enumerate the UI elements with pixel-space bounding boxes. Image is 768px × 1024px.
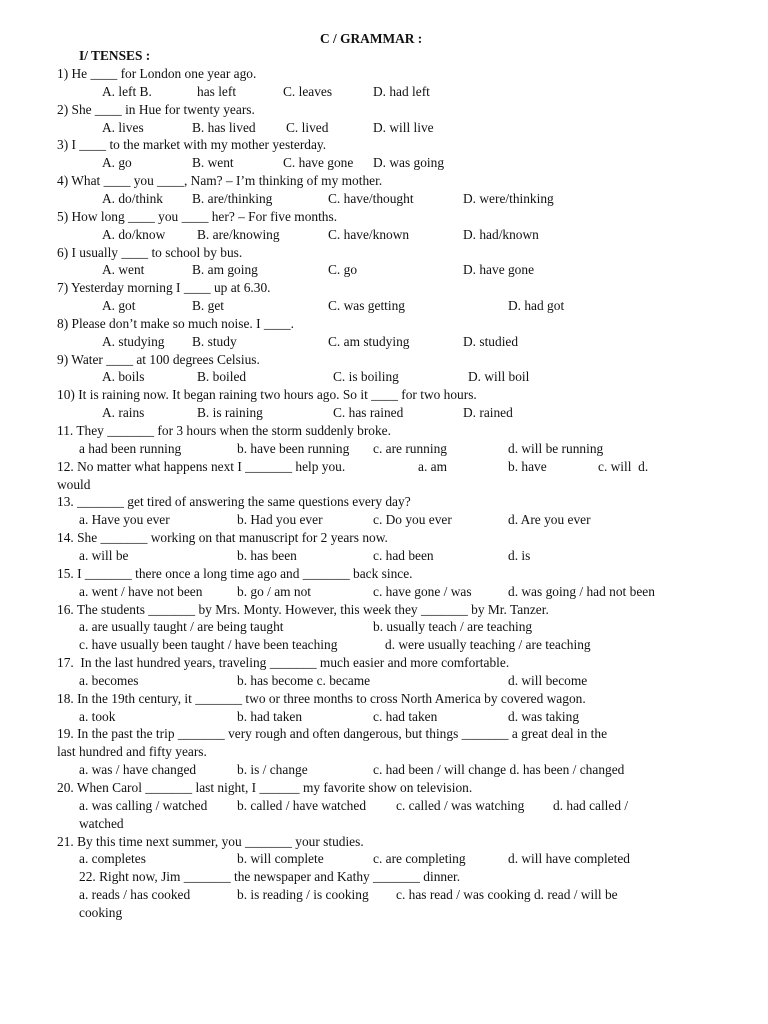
text-line: would (57, 476, 91, 492)
text-line: a had been running (79, 440, 182, 456)
answer-option: D. will boil (468, 369, 530, 385)
answer-option: b. Had you ever (237, 512, 323, 528)
answer-option: B. are/thinking (192, 190, 273, 206)
answer-option: c. will d. (598, 458, 649, 474)
text-line: A. lives (102, 119, 144, 135)
text-line: A. studying (102, 333, 165, 349)
text-line: 18. In the 19th century, it _______ two or three months to cross North America by covered wagon. (57, 690, 586, 706)
text-line: a. are usually taught / are being taught (79, 619, 284, 635)
answer-option: d. will be running (508, 440, 604, 456)
text-line: last hundred and fifty years. (57, 744, 207, 760)
answer-option: d. will have completed (508, 851, 630, 867)
answer-option: B. study (192, 333, 237, 349)
text-line: 17. In the last hundred years, traveling _______ much easier and more comfortable. (57, 655, 510, 671)
answer-option: d. had called / (553, 797, 629, 813)
answer-option: C. have/thought (328, 190, 414, 206)
answer-option: C. was getting (328, 298, 405, 314)
text-line: A. went (102, 262, 145, 278)
text-line: A. left B. (102, 83, 152, 99)
answer-option: d. was taking (508, 708, 580, 724)
answer-option: D. have gone (463, 262, 535, 278)
answer-option: B. are/knowing (197, 226, 280, 242)
answer-option: c. called / was watching (396, 797, 525, 813)
answer-option: b. is / change (237, 762, 308, 778)
text-line: watched (79, 815, 124, 831)
answer-option: b. is reading / is cooking (237, 887, 369, 903)
answer-option: c. had been / will change d. has been / changed (373, 762, 625, 778)
answer-option: C. has rained (333, 405, 404, 421)
answer-option: C. have/known (328, 226, 410, 242)
answer-option: C. is boiling (333, 369, 399, 385)
section-heading: I/ TENSES : (79, 48, 151, 63)
answer-option: C. go (328, 262, 358, 278)
text-line: a. becomes (79, 672, 139, 688)
answer-option: C. am studying (328, 333, 410, 349)
text-line: 3) I ____ to the market with my mother yesterday. (57, 137, 327, 153)
answer-option: C. lived (286, 119, 329, 135)
text-line: A. do/know (102, 226, 166, 242)
text-line: a. went / have not been (79, 583, 203, 599)
answer-option: b. will complete (237, 851, 324, 867)
answer-option: D. were/thinking (463, 190, 554, 206)
answer-option: b. called / have watched (237, 797, 367, 813)
text-line: 19. In the past the trip _______ very rough and often dangerous, but things _______ a great deal in the (57, 726, 608, 742)
page-title: C / GRAMMAR : (320, 31, 423, 46)
text-line: 4) What ____ you ____, Nam? – I’m thinking of my mother. (57, 173, 383, 189)
text-line: c. have usually been taught / have been teaching (79, 637, 338, 653)
answer-option: d. will become (508, 672, 588, 688)
answer-option: C. leaves (283, 83, 333, 99)
answer-option: D. had/known (463, 226, 539, 242)
answer-option: B. am going (192, 262, 258, 278)
text-line: a. took (79, 708, 116, 724)
answer-option: b. go / am not (237, 583, 312, 599)
answer-option: c. has read / was cooking d. read / will be (396, 887, 618, 903)
text-line: a. will be (79, 547, 129, 563)
text-line: a. was / have changed (79, 762, 197, 778)
text-line: 6) I usually ____ to school by bus. (57, 244, 243, 260)
text-line: 10) It is raining now. It began raining two hours ago. So it ____ for two hours. (57, 387, 477, 403)
answer-option: B. boiled (197, 369, 247, 385)
text-line: 7) Yesterday morning I ____ up at 6.30. (57, 280, 271, 296)
answer-option: b. had taken (237, 708, 303, 724)
answer-option: B. has lived (192, 119, 256, 135)
text-line: 22. Right now, Jim _______ the newspaper and Kathy _______ dinner. (79, 869, 461, 885)
text-line: A. got (102, 298, 136, 314)
answer-option: d. was going / had not been (508, 583, 655, 599)
answer-option: a. am (418, 458, 447, 474)
answer-option: D. had left (373, 83, 430, 99)
text-line: A. boils (102, 369, 145, 385)
text-line: a. Have you ever (79, 512, 170, 528)
text-line: 12. No matter what happens next I _______ help you. (57, 458, 346, 474)
answer-option: C. have gone (283, 155, 354, 171)
answer-option: b. has become c. became (237, 672, 371, 688)
text-line: 21. By this time next summer, you _______ your studies. (57, 833, 364, 849)
text-line: 9) Water ____ at 100 degrees Celsius. (57, 351, 260, 367)
answer-option: b. have been running (237, 440, 350, 456)
text-line: cooking (79, 904, 123, 920)
text-line: 1) He ____ for London one year ago. (57, 66, 257, 81)
answer-option: c. have gone / was (373, 583, 472, 599)
text-line: A. rains (102, 405, 145, 421)
answer-option: D. had got (508, 298, 565, 314)
answer-option: B. get (192, 298, 224, 314)
answer-option: c. had taken (373, 708, 438, 724)
answer-option: b. has been (237, 547, 297, 563)
answer-option: has left (197, 83, 237, 99)
text-line: 15. I _______ there once a long time ago and _______ back since. (57, 565, 413, 581)
answer-option: D. was going (373, 155, 445, 171)
answer-option: B. went (192, 155, 234, 171)
text-line: a. completes (79, 851, 146, 867)
answer-option: d. were usually teaching / are teaching (385, 637, 591, 653)
text-line: 20. When Carol _______ last night, I ______ my favorite show on television. (57, 780, 473, 795)
answer-option: c. Do you ever (373, 512, 452, 528)
answer-option: D. rained (463, 405, 513, 421)
text-line: 5) How long ____ you ____ her? – For five months. (57, 208, 338, 224)
text-line: 13. _______ get tired of answering the same questions every day? (57, 494, 411, 510)
answer-option: c. are completing (373, 851, 466, 867)
text-line: a. reads / has cooked (79, 887, 191, 903)
text-line: 14. She _______ working on that manuscript for 2 years now. (57, 530, 388, 546)
answer-option: d. Are you ever (508, 512, 591, 528)
answer-option: c. had been (373, 547, 434, 563)
answer-option: D. studied (463, 333, 519, 349)
answer-option: D. will live (373, 119, 434, 135)
answer-option: b. usually teach / are teaching (373, 619, 533, 635)
text-line: A. do/think (102, 190, 164, 206)
text-line: 11. They _______ for 3 hours when the storm suddenly broke. (57, 423, 391, 438)
answer-option: B. is raining (197, 405, 263, 421)
text-line: 16. The students _______ by Mrs. Monty. However, this week they _______ by Mr. Tanzer. (57, 601, 549, 617)
text-line: a. was calling / watched (79, 797, 208, 813)
answer-option: c. are running (373, 440, 447, 456)
text-line: A. go (102, 155, 132, 171)
text-line: 8) Please don’t make so much noise. I ____. (57, 315, 295, 331)
text-line: 2) She ____ in Hue for twenty years. (57, 101, 255, 117)
answer-option: b. have (508, 458, 547, 474)
answer-option: d. is (508, 547, 531, 563)
